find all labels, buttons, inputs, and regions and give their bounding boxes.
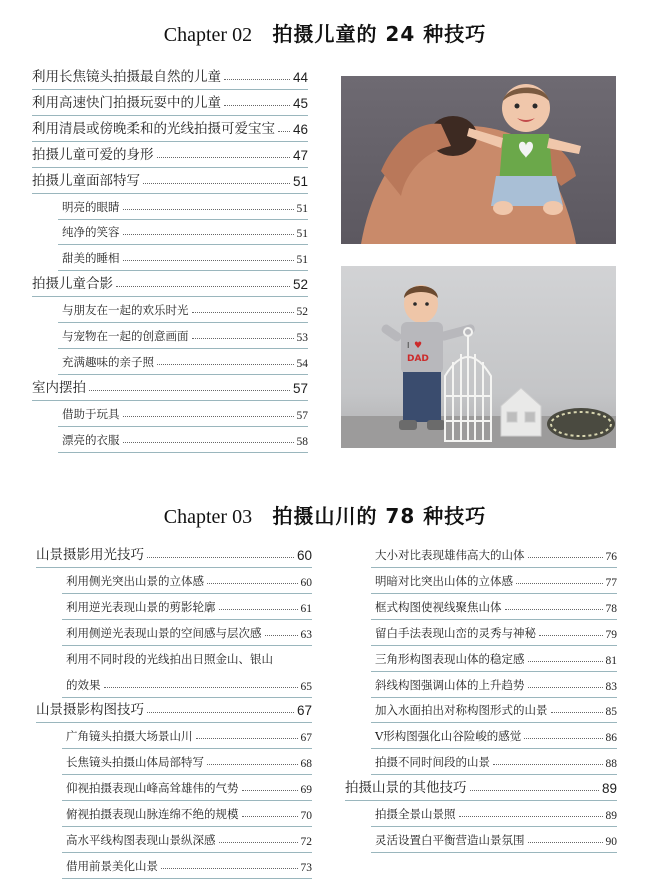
toc-entry[interactable] — [32, 68, 308, 85]
dot-leader — [528, 687, 603, 688]
toc-entry[interactable] — [66, 727, 312, 744]
dot-leader — [224, 79, 290, 80]
toc-entry-page: 45 — [292, 95, 308, 111]
toc-entry-title: 利用不同时段的光线拍出日照金山、银山 — [66, 651, 273, 666]
toc-entry[interactable] — [36, 701, 312, 718]
row-divider — [32, 193, 308, 194]
toc-entry-page: 68 — [300, 758, 312, 771]
dot-leader — [161, 868, 298, 869]
toc-entry-page: 58 — [296, 435, 308, 448]
toc-entry-title: 与朋友在一起的欢乐时光 — [62, 303, 189, 318]
toc-entry[interactable] — [66, 676, 312, 693]
toc-entry-page: 88 — [605, 758, 617, 771]
dot-leader — [528, 842, 603, 843]
dot-leader — [505, 609, 603, 610]
chapter-title: 拍摄儿童的 24 种技巧 — [272, 22, 487, 46]
row-divider — [62, 774, 312, 775]
svg-text:DAD: DAD — [407, 354, 429, 364]
toc-entry-title: 俯视拍摄表现山脉连绵不绝的规模 — [66, 807, 239, 821]
toc-entry[interactable] — [375, 727, 617, 744]
row-divider — [58, 452, 308, 453]
row-divider — [371, 774, 617, 775]
toc-entry[interactable] — [375, 598, 617, 615]
dot-leader — [224, 105, 290, 106]
photo-father-and-baby — [341, 76, 616, 244]
toc-entry-title: 明亮的眼睛 — [62, 199, 120, 214]
dot-leader — [528, 661, 603, 662]
dot-leader — [116, 286, 290, 287]
dot-leader — [123, 442, 294, 443]
dot-leader — [493, 764, 603, 765]
toc-entry-page: 60 — [300, 576, 312, 589]
dot-leader — [123, 416, 294, 417]
dot-leader — [516, 583, 603, 584]
toc-entry-page: 69 — [300, 784, 312, 797]
toc-entry-title: 利用逆光表现山景的剪影轮廓 — [66, 599, 216, 614]
dot-leader — [470, 790, 599, 791]
dot-leader — [528, 557, 603, 558]
chapter-number: Chapter 02 — [163, 24, 253, 46]
toc-entry[interactable] — [345, 779, 617, 796]
toc-entry-title: V形构图强化山谷险峻的感觉 — [375, 729, 522, 744]
toc-entry[interactable] — [62, 353, 308, 370]
toc-entry-page: 51 — [292, 173, 308, 189]
toc-entry-page: 72 — [300, 835, 312, 848]
toc-entry-page: 52 — [292, 277, 308, 293]
toc-entry-page: 61 — [300, 602, 312, 615]
toc-entry-title: 斜线构图强调山体的上升趋势 — [375, 677, 525, 692]
toc-entry[interactable] — [375, 676, 617, 693]
toc-entry[interactable] — [66, 624, 312, 641]
dot-leader — [207, 583, 298, 584]
row-divider — [36, 722, 312, 723]
toc-entry-page: 47 — [292, 147, 308, 163]
dot-leader — [524, 738, 602, 739]
toc-entry-page: 44 — [292, 70, 308, 85]
toc-entry-title: 山景摄影用光技巧 — [36, 547, 144, 563]
toc-entry-title: 明暗对比突出山体的立体感 — [375, 573, 513, 588]
toc-entry[interactable] — [66, 572, 312, 589]
toc-entry[interactable] — [62, 431, 308, 448]
toc-entry-title: 大小对比表现雄伟高大的山体 — [375, 548, 525, 562]
toc-entry[interactable] — [32, 146, 308, 163]
row-divider — [58, 270, 308, 271]
chapter-number: Chapter 03 — [163, 506, 253, 528]
row-divider — [62, 593, 312, 594]
row-divider — [36, 567, 312, 568]
row-divider — [32, 89, 308, 90]
dot-leader — [219, 842, 298, 843]
toc-entry-title: 加入水面拍出对称构图形式的山景 — [375, 703, 548, 718]
toc-entry[interactable] — [66, 831, 312, 848]
row-divider — [58, 219, 308, 220]
row-divider — [58, 348, 308, 349]
row-divider — [371, 645, 617, 646]
toc-entry[interactable] — [66, 650, 312, 667]
row-divider — [371, 671, 617, 672]
toc-entry-page: 83 — [605, 680, 617, 693]
toc-entry-page: 57 — [292, 380, 308, 396]
dot-leader — [207, 764, 298, 765]
toc-entry[interactable] — [62, 249, 308, 266]
toc-entry-title: 甜美的睡相 — [62, 251, 120, 266]
toc-entry[interactable] — [66, 753, 312, 770]
toc-entry-page: 53 — [296, 332, 308, 344]
toc-entry-page: 85 — [605, 706, 617, 719]
toc-entry-page: 52 — [296, 306, 308, 319]
dot-leader — [157, 364, 294, 365]
row-divider — [32, 141, 308, 142]
toc-entry-page: 67 — [296, 703, 312, 719]
toc-entry-page: 77 — [605, 576, 617, 589]
dot-leader — [539, 635, 603, 636]
toc-entry-title: 室内摆拍 — [32, 379, 86, 396]
toc-entry[interactable] — [375, 546, 617, 563]
toc-entry[interactable] — [375, 701, 617, 718]
dot-leader — [104, 687, 298, 688]
row-divider — [32, 296, 308, 297]
toc-entry[interactable] — [66, 857, 312, 874]
row-divider — [62, 878, 312, 879]
toc-entry-title: 借助于玩具 — [62, 406, 120, 421]
row-divider — [62, 748, 312, 749]
toc-entry-title: 拍摄山景的其他技巧 — [345, 780, 467, 797]
toc-entry[interactable] — [375, 624, 617, 641]
toc-entry-title: 利用长焦镜头拍摄最自然的儿童 — [32, 69, 221, 85]
photo-toddler-with-birdcage — [341, 266, 616, 448]
toc-entry-page: 63 — [300, 628, 312, 641]
toc-entry-title: 利用侧光突出山景的立体感 — [66, 573, 204, 588]
toc-entry[interactable] — [62, 301, 308, 318]
toc-entry[interactable] — [32, 379, 308, 396]
dot-leader — [123, 260, 294, 261]
toc-entry-title: 利用清晨或傍晚柔和的光线拍摄可爱宝宝 — [32, 120, 275, 137]
row-divider — [371, 619, 617, 620]
toc-entry[interactable] — [32, 94, 308, 111]
toc-entry[interactable] — [32, 172, 308, 189]
toc-entry-page: 78 — [605, 602, 617, 615]
toc-entry-title: 仰视拍摄表现山峰高耸雄伟的气势 — [66, 781, 239, 796]
toc-entry-page: 51 — [296, 254, 308, 267]
dot-leader — [123, 234, 294, 235]
toc-entry[interactable] — [66, 598, 312, 615]
dot-leader — [278, 131, 290, 132]
row-divider — [371, 697, 617, 698]
toc-entry-page: 57 — [296, 409, 308, 422]
row-divider — [62, 697, 312, 698]
dot-leader — [192, 338, 294, 339]
toc-entry[interactable] — [62, 198, 308, 215]
dot-leader — [196, 738, 298, 739]
dot-leader — [551, 712, 603, 713]
row-divider — [32, 400, 308, 401]
row-divider — [62, 826, 312, 827]
dot-leader — [192, 312, 294, 313]
toc-entry-title: 广角镜头拍摄大场景山川 — [66, 729, 193, 744]
toc-entry-title: 高水平线构图表现山景纵深感 — [66, 832, 216, 847]
dot-leader — [123, 209, 294, 210]
dot-leader — [459, 816, 603, 817]
dot-leader — [242, 790, 298, 791]
toc-entry[interactable] — [375, 753, 617, 770]
dot-leader — [219, 609, 298, 610]
toc-entry-page: 89 — [601, 781, 617, 797]
row-divider — [58, 322, 308, 323]
toc-entry[interactable] — [375, 805, 617, 822]
toc-entry[interactable] — [32, 120, 308, 137]
toc-entry[interactable] — [375, 572, 617, 589]
toc-entry-page: 46 — [292, 121, 308, 137]
row-divider — [345, 800, 617, 801]
row-divider — [32, 167, 308, 168]
toc-entry-page: 89 — [605, 810, 617, 822]
toc-entry-title: 拍摄全景山景照 — [375, 807, 456, 821]
row-divider — [371, 567, 617, 568]
svg-text:♥: ♥ — [414, 341, 423, 351]
toc-entry[interactable] — [62, 327, 308, 344]
toc-entry-title: 漂亮的衣服 — [62, 432, 120, 447]
toc-entry-title: 的效果 — [66, 677, 101, 692]
row-divider — [58, 374, 308, 375]
toc-entry-title: 山景摄影构图技巧 — [36, 702, 144, 719]
toc-entry-title: 拍摄儿童合影 — [32, 276, 113, 293]
dot-leader — [147, 557, 294, 558]
toc-entry-page: 79 — [605, 628, 617, 641]
row-divider — [32, 115, 308, 116]
toc-entry[interactable] — [62, 405, 308, 422]
toc-entry-title: 拍摄不同时间段的山景 — [375, 755, 490, 770]
toc-entry-page: 51 — [296, 228, 308, 241]
dot-leader — [265, 635, 298, 636]
toc-entry-page: 73 — [300, 861, 312, 874]
toc-entry-title: 拍摄儿童面部特写 — [32, 172, 140, 189]
toc-entry[interactable] — [66, 805, 312, 822]
toc-entry-page: 76 — [605, 551, 617, 563]
toc-entry-title: 利用高速快门拍摄玩耍中的儿童 — [32, 94, 221, 111]
row-divider — [62, 852, 312, 853]
toc-entry-page: 67 — [300, 732, 312, 745]
toc-entry-title: 留白手法表现山峦的灵秀与神秘 — [375, 625, 536, 640]
dot-leader — [147, 712, 294, 713]
toc-entry-title: 与宠物在一起的创意画面 — [62, 329, 189, 343]
toc-entry[interactable] — [62, 223, 308, 240]
toc-entry-page: 60 — [296, 548, 312, 563]
toc-entry-title: 利用侧逆光表现山景的空间感与层次感 — [66, 625, 262, 640]
toc-entry-title: 灵活设置白平衡营造山景氛围 — [375, 832, 525, 847]
toc-entry-page: 70 — [300, 810, 312, 822]
toc-entry-page: 65 — [300, 680, 312, 693]
row-divider — [62, 619, 312, 620]
toc-entry-page: 54 — [296, 357, 308, 370]
toc-entry-page: 81 — [605, 654, 617, 667]
dot-leader — [143, 183, 290, 184]
toc-entry[interactable] — [32, 275, 308, 292]
row-divider — [371, 593, 617, 594]
toc-entry-title: 拍摄儿童可爱的身形 — [32, 146, 154, 163]
row-divider — [62, 645, 312, 646]
dot-leader — [242, 816, 298, 817]
toc-entry-title: 框式构图使视线聚焦山体 — [375, 599, 502, 614]
toc-entry[interactable] — [375, 831, 617, 848]
chapter-03-heading — [0, 500, 650, 529]
toc-entry-page: 90 — [605, 835, 617, 848]
toc-entry[interactable] — [375, 650, 617, 667]
row-divider — [62, 800, 312, 801]
toc-entry-title: 长焦镜头拍摄山体局部特写 — [66, 755, 204, 770]
toc-entry-page: 86 — [605, 732, 617, 745]
toc-entry-title: 充满趣味的亲子照 — [62, 354, 154, 369]
toc-entry-title: 借用前景美化山景 — [66, 858, 158, 873]
row-divider — [371, 852, 617, 853]
toc-entry[interactable] — [66, 779, 312, 796]
dot-leader — [89, 390, 290, 391]
row-divider — [58, 244, 308, 245]
dot-leader — [157, 157, 290, 158]
toc-entry[interactable] — [36, 546, 312, 563]
svg-text:I: I — [407, 341, 410, 350]
toc-entry-title: 三角形构图表现山体的稳定感 — [375, 651, 525, 666]
row-divider — [371, 748, 617, 749]
toc-entry-title: 纯净的笑容 — [62, 225, 120, 240]
chapter-title: 拍摄山川的 78 种技巧 — [272, 504, 487, 528]
row-divider — [58, 426, 308, 427]
row-divider — [371, 826, 617, 827]
toc-entry-page: 51 — [296, 202, 308, 215]
row-divider — [371, 722, 617, 723]
chapter-02-heading — [0, 18, 650, 47]
